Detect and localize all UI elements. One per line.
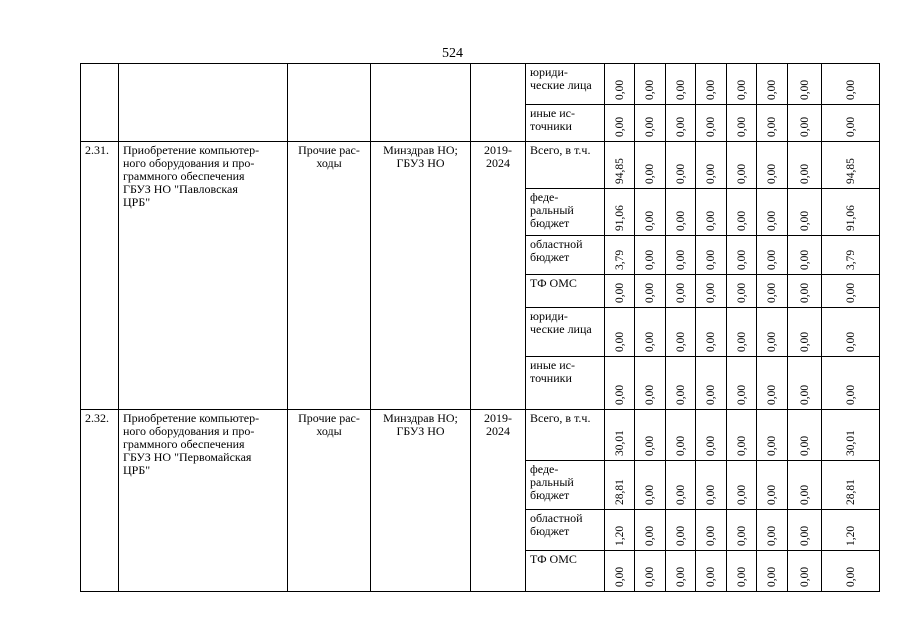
funding-source: феде- ральный бюджет	[526, 189, 605, 236]
amount-value: 0,00	[765, 566, 778, 587]
amount-value: 91,06	[844, 205, 857, 231]
amount-value: 0,00	[674, 566, 687, 587]
amount-cell	[696, 551, 727, 592]
funding-source: ТФ ОМС	[526, 551, 605, 592]
amount-value: 0,00	[704, 116, 717, 137]
amount-cell	[822, 461, 880, 510]
amount-value: 0,00	[643, 163, 656, 184]
amount-value: 0,00	[674, 435, 687, 456]
amount-cell	[757, 461, 788, 510]
amount-value: 0,00	[735, 331, 748, 352]
amount-cell	[666, 410, 696, 461]
amount-cell	[666, 461, 696, 510]
amount-value: 0,00	[798, 163, 811, 184]
amount-value: 0,00	[643, 384, 656, 405]
amount-value: 0,00	[735, 282, 748, 303]
amount-cell	[822, 410, 880, 461]
amount-cell	[727, 357, 757, 410]
amount-value: 0,00	[844, 566, 857, 587]
amount-cell	[635, 236, 666, 275]
amount-cell	[635, 189, 666, 236]
amount-value: 0,00	[765, 435, 778, 456]
amount-cell	[696, 142, 727, 189]
amount-value: 0,00	[643, 210, 656, 231]
amount-cell	[822, 189, 880, 236]
amount-value: 0,00	[798, 282, 811, 303]
amount-cell	[666, 64, 696, 105]
amount-cell	[822, 142, 880, 189]
amount-cell	[822, 510, 880, 551]
item-number: 2.31.	[81, 142, 119, 410]
amount-cell	[605, 142, 635, 189]
amount-value: 0,00	[704, 282, 717, 303]
amount-cell	[696, 357, 727, 410]
funding-source: областной бюджет	[526, 510, 605, 551]
amount-cell	[788, 461, 822, 510]
amount-value: 94,85	[613, 158, 626, 184]
amount-cell	[757, 275, 788, 308]
amount-cell	[635, 461, 666, 510]
funding-source: Всего, в т.ч.	[526, 142, 605, 189]
amount-value: 0,00	[798, 566, 811, 587]
amount-cell	[822, 308, 880, 357]
amount-value: 91,06	[613, 205, 626, 231]
amount-cell	[727, 105, 757, 142]
amount-value: 0,00	[643, 484, 656, 505]
amount-cell	[605, 410, 635, 461]
amount-value: 0,00	[643, 566, 656, 587]
amount-cell	[727, 142, 757, 189]
amount-value: 28,81	[613, 479, 626, 505]
amount-value: 0,00	[798, 525, 811, 546]
amount-value: 0,00	[844, 282, 857, 303]
amount-cell	[788, 105, 822, 142]
amount-value: 0,00	[735, 116, 748, 137]
amount-cell	[727, 64, 757, 105]
amount-cell	[605, 357, 635, 410]
item-name: Приобретение компьютер- ного оборудования и про- граммного обеспечения ГБУЗ НО "Первомайская ЦРБ"	[119, 410, 288, 592]
amount-cell	[696, 410, 727, 461]
amount-cell	[605, 236, 635, 275]
amount-value: 0,00	[798, 79, 811, 100]
amount-value: 0,00	[643, 116, 656, 137]
amount-cell	[788, 410, 822, 461]
amount-cell	[605, 64, 635, 105]
amount-value: 0,00	[765, 282, 778, 303]
amount-value: 0,00	[613, 566, 626, 587]
amount-value: 0,00	[643, 525, 656, 546]
amount-cell	[757, 357, 788, 410]
amount-cell	[727, 275, 757, 308]
funding-source: областной бюджет	[526, 236, 605, 275]
amount-cell	[666, 275, 696, 308]
amount-value: 0,00	[798, 116, 811, 137]
amount-cell	[635, 357, 666, 410]
amount-cell	[696, 189, 727, 236]
amount-value: 0,00	[765, 210, 778, 231]
amount-cell	[788, 236, 822, 275]
amount-value: 0,00	[844, 384, 857, 405]
amount-value: 0,00	[613, 116, 626, 137]
amount-cell	[635, 142, 666, 189]
amount-cell	[788, 551, 822, 592]
amount-value: 0,00	[704, 79, 717, 100]
amount-value: 0,00	[735, 435, 748, 456]
amount-cell	[696, 275, 727, 308]
amount-cell	[666, 510, 696, 551]
period: 2019- 2024	[471, 410, 526, 592]
amount-cell	[635, 410, 666, 461]
amount-value: 0,00	[674, 163, 687, 184]
amount-cell	[822, 64, 880, 105]
amount-cell	[757, 510, 788, 551]
amount-value: 0,00	[844, 79, 857, 100]
amount-cell	[605, 105, 635, 142]
amount-cell	[788, 510, 822, 551]
amount-cell	[788, 189, 822, 236]
amount-value: 0,00	[765, 79, 778, 100]
amount-cell	[696, 64, 727, 105]
amount-cell	[727, 236, 757, 275]
amount-cell	[822, 551, 880, 592]
amount-cell	[635, 308, 666, 357]
amount-value: 0,00	[674, 116, 687, 137]
amount-cell	[822, 236, 880, 275]
amount-value: 0,00	[674, 525, 687, 546]
amount-cell	[666, 142, 696, 189]
amount-cell	[788, 142, 822, 189]
amount-value: 0,00	[674, 249, 687, 270]
expense-type: Прочие рас- ходы	[288, 142, 371, 410]
amount-cell	[666, 236, 696, 275]
amount-cell	[605, 275, 635, 308]
amount-value: 0,00	[735, 210, 748, 231]
amount-cell	[635, 275, 666, 308]
amount-value: 0,00	[674, 210, 687, 231]
amount-value: 0,00	[674, 484, 687, 505]
table-row	[81, 410, 880, 461]
amount-cell	[822, 357, 880, 410]
amount-cell	[788, 275, 822, 308]
executor	[371, 64, 471, 142]
amount-cell	[605, 461, 635, 510]
amount-value: 0,00	[704, 331, 717, 352]
amount-value: 0,00	[765, 484, 778, 505]
amount-value: 0,00	[735, 566, 748, 587]
amount-value: 0,00	[798, 435, 811, 456]
amount-value: 0,00	[765, 163, 778, 184]
amount-cell	[788, 308, 822, 357]
amount-value: 0,00	[765, 116, 778, 137]
amount-value: 0,00	[704, 435, 717, 456]
period: 2019- 2024	[471, 142, 526, 410]
amount-value: 0,00	[798, 331, 811, 352]
amount-cell	[635, 64, 666, 105]
amount-value: 0,00	[765, 249, 778, 270]
amount-value: 3,79	[844, 249, 857, 270]
amount-value: 0,00	[735, 525, 748, 546]
funding-source: ТФ ОМС	[526, 275, 605, 308]
amount-cell	[635, 510, 666, 551]
amount-cell	[757, 105, 788, 142]
amount-cell	[727, 189, 757, 236]
funding-source: иные ис- точники	[526, 105, 605, 142]
amount-value: 0,00	[735, 163, 748, 184]
funding-source: юриди- ческие лица	[526, 64, 605, 105]
amount-value: 0,00	[613, 79, 626, 100]
amount-cell	[635, 551, 666, 592]
table-row	[81, 142, 880, 189]
amount-cell	[788, 64, 822, 105]
amount-cell	[727, 410, 757, 461]
amount-value: 0,00	[643, 249, 656, 270]
amount-cell	[605, 510, 635, 551]
funding-source: юриди- ческие лица	[526, 308, 605, 357]
amount-cell	[696, 461, 727, 510]
page-number: 524	[442, 46, 463, 61]
amount-value: 0,00	[643, 435, 656, 456]
amount-cell	[605, 189, 635, 236]
amount-value: 0,00	[674, 282, 687, 303]
amount-value: 1,20	[844, 525, 857, 546]
amount-value: 0,00	[613, 384, 626, 405]
amount-cell	[788, 357, 822, 410]
amount-value: 0,00	[735, 484, 748, 505]
amount-value: 0,00	[844, 116, 857, 137]
item-number	[81, 64, 119, 142]
amount-cell	[666, 551, 696, 592]
amount-cell	[757, 410, 788, 461]
amount-value: 0,00	[798, 249, 811, 270]
amount-value: 0,00	[613, 331, 626, 352]
amount-value: 0,00	[674, 331, 687, 352]
expense-type	[288, 64, 371, 142]
funding-source: Всего, в т.ч.	[526, 410, 605, 461]
period	[471, 64, 526, 142]
amount-value: 0,00	[765, 384, 778, 405]
amount-cell	[696, 308, 727, 357]
amount-value: 0,00	[765, 525, 778, 546]
amount-value: 0,00	[704, 210, 717, 231]
amount-value: 0,00	[674, 384, 687, 405]
table-row	[81, 64, 880, 105]
executor: Минздрав НО; ГБУЗ НО	[371, 410, 471, 592]
amount-value: 3,79	[613, 249, 626, 270]
amount-cell	[757, 236, 788, 275]
amount-value: 0,00	[704, 384, 717, 405]
amount-value: 94,85	[844, 158, 857, 184]
amount-cell	[757, 551, 788, 592]
program-table	[80, 63, 880, 592]
amount-cell	[666, 357, 696, 410]
amount-cell	[822, 275, 880, 308]
amount-value: 0,00	[643, 331, 656, 352]
amount-value: 0,00	[704, 484, 717, 505]
amount-cell	[696, 105, 727, 142]
amount-value: 0,00	[798, 384, 811, 405]
amount-value: 0,00	[704, 566, 717, 587]
amount-cell	[727, 551, 757, 592]
amount-cell	[666, 308, 696, 357]
item-number: 2.32.	[81, 410, 119, 592]
amount-cell	[757, 64, 788, 105]
amount-value: 0,00	[704, 525, 717, 546]
amount-cell	[822, 105, 880, 142]
amount-value: 28,81	[844, 479, 857, 505]
amount-value: 0,00	[704, 163, 717, 184]
amount-cell	[666, 105, 696, 142]
amount-cell	[605, 551, 635, 592]
amount-value: 0,00	[735, 249, 748, 270]
amount-cell	[696, 236, 727, 275]
item-name	[119, 64, 288, 142]
funding-source: феде- ральный бюджет	[526, 461, 605, 510]
amount-cell	[666, 189, 696, 236]
item-name: Приобретение компьютер- ного оборудования и про- граммного обеспечения ГБУЗ НО "Павловская ЦРБ"	[119, 142, 288, 410]
amount-cell	[757, 189, 788, 236]
funding-source: иные ис- точники	[526, 357, 605, 410]
amount-value: 0,00	[643, 282, 656, 303]
amount-value: 0,00	[735, 384, 748, 405]
amount-value: 0,00	[643, 79, 656, 100]
amount-value: 1,20	[613, 525, 626, 546]
amount-value: 0,00	[735, 79, 748, 100]
amount-value: 0,00	[613, 282, 626, 303]
amount-value: 30,01	[613, 430, 626, 456]
amount-cell	[757, 142, 788, 189]
amount-value: 0,00	[704, 249, 717, 270]
amount-cell	[727, 308, 757, 357]
amount-cell	[757, 308, 788, 357]
amount-cell	[696, 510, 727, 551]
expense-type: Прочие рас- ходы	[288, 410, 371, 592]
amount-cell	[635, 105, 666, 142]
amount-value: 0,00	[844, 331, 857, 352]
amount-cell	[727, 461, 757, 510]
amount-cell	[605, 308, 635, 357]
amount-value: 0,00	[674, 79, 687, 100]
amount-value: 0,00	[798, 484, 811, 505]
amount-value: 0,00	[765, 331, 778, 352]
amount-value: 30,01	[844, 430, 857, 456]
amount-value: 0,00	[798, 210, 811, 231]
executor: Минздрав НО; ГБУЗ НО	[371, 142, 471, 410]
amount-cell	[727, 510, 757, 551]
